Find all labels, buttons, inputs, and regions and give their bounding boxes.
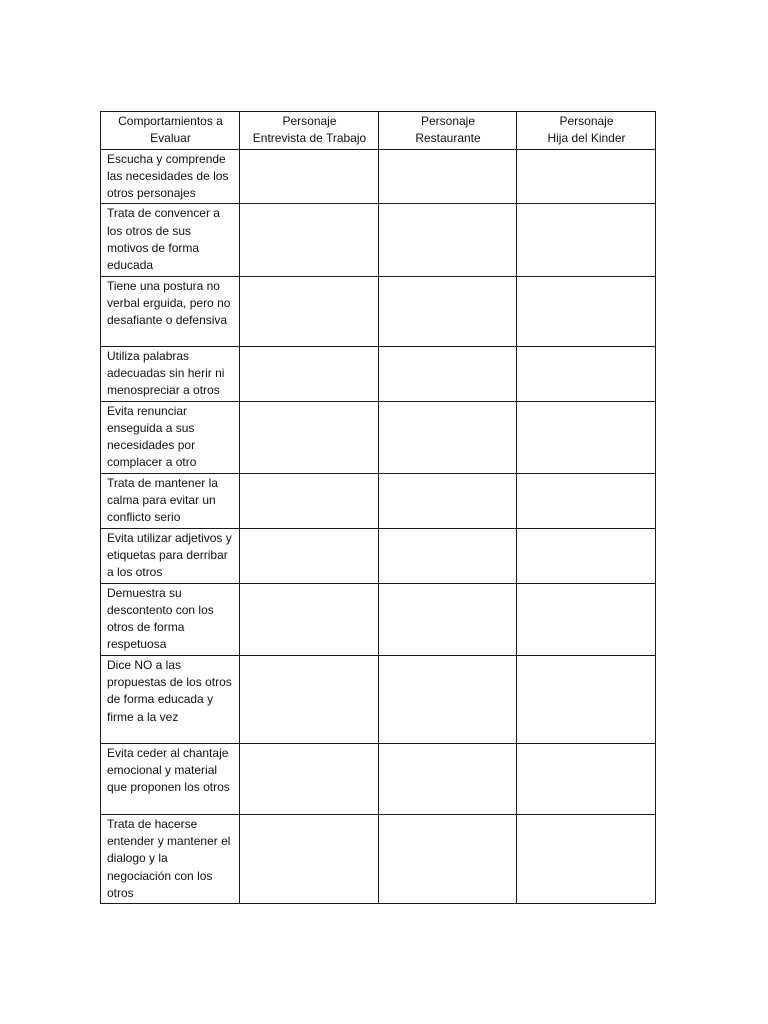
behavior-cell: Utiliza palabras adecuadas sin herir ni menospreciar a otros	[101, 346, 240, 401]
table-row	[101, 655, 656, 743]
rating-cell-job-interview[interactable]	[240, 346, 379, 401]
rating-cell-restaurant[interactable]	[379, 276, 517, 346]
header-character-job-interview	[240, 112, 379, 150]
rating-cell-kinder[interactable]	[517, 814, 656, 903]
rating-cell-restaurant[interactable]	[379, 583, 517, 655]
rating-cell-restaurant[interactable]	[379, 149, 517, 204]
header-behaviors	[101, 112, 240, 150]
rating-cell-restaurant[interactable]	[379, 346, 517, 401]
rating-cell-job-interview[interactable]	[240, 814, 379, 903]
table-row	[101, 583, 656, 655]
table-row	[101, 149, 656, 204]
table-row	[101, 401, 656, 473]
rating-cell-kinder[interactable]	[517, 583, 656, 655]
rating-cell-job-interview[interactable]	[240, 276, 379, 346]
evaluation-table	[100, 111, 656, 904]
rating-cell-kinder[interactable]	[517, 655, 656, 743]
behavior-cell: Evita utilizar adjetivos y etiquetas para derribar a los otros	[101, 528, 240, 583]
behavior-cell: Evita ceder al chantaje emocional y material que proponen los otros	[101, 743, 240, 814]
rating-cell-restaurant[interactable]	[379, 528, 517, 583]
header-behaviors-line1: Comportamientos a	[118, 114, 223, 128]
rating-cell-restaurant[interactable]	[379, 401, 517, 473]
rating-cell-restaurant[interactable]	[379, 473, 517, 528]
table-row	[101, 276, 656, 346]
rating-cell-kinder[interactable]	[517, 473, 656, 528]
rating-cell-kinder[interactable]	[517, 743, 656, 814]
table-row	[101, 473, 656, 528]
rating-cell-job-interview[interactable]	[240, 528, 379, 583]
rating-cell-kinder[interactable]	[517, 346, 656, 401]
rating-cell-restaurant[interactable]	[379, 655, 517, 743]
header-kinder-line2: Hija del Kinder	[547, 131, 626, 146]
rating-cell-kinder[interactable]	[517, 401, 656, 473]
behavior-cell: Demuestra su descontento con los otros de forma respetuosa	[101, 583, 240, 655]
header-character-kinder-daughter	[517, 112, 656, 150]
header-restaurant-line2: Restaurante	[415, 131, 481, 146]
header-job-interview-line1: Personaje	[282, 114, 337, 128]
rating-cell-job-interview[interactable]	[240, 655, 379, 743]
header-job-interview-line2: Entrevista de Trabajo	[252, 131, 367, 146]
table-row	[101, 528, 656, 583]
behavior-cell: Dice NO a las propuestas de los otros de forma educada y firme a la vez	[101, 655, 240, 743]
rating-cell-job-interview[interactable]	[240, 473, 379, 528]
rating-cell-restaurant[interactable]	[379, 204, 517, 276]
table-row	[101, 814, 656, 903]
rating-cell-kinder[interactable]	[517, 204, 656, 276]
header-character-restaurant	[379, 112, 517, 150]
behavior-cell: Trata de mantener la calma para evitar un conflicto serio	[101, 473, 240, 528]
behavior-cell: Trata de hacerse entender y mantener el dialogo y la negociación con los otros	[101, 814, 240, 903]
rating-cell-kinder[interactable]	[517, 528, 656, 583]
rating-cell-job-interview[interactable]	[240, 743, 379, 814]
header-behaviors-line2: Evaluar	[150, 131, 191, 146]
header-restaurant-line1: Personaje	[420, 114, 476, 128]
rating-cell-job-interview[interactable]	[240, 401, 379, 473]
rating-cell-kinder[interactable]	[517, 276, 656, 346]
behavior-cell: Evita renunciar enseguida a sus necesidades por complacer a otro	[101, 401, 240, 473]
rating-cell-restaurant[interactable]	[379, 814, 517, 903]
rating-cell-job-interview[interactable]	[240, 204, 379, 276]
rating-cell-job-interview[interactable]	[240, 149, 379, 204]
table-row	[101, 204, 656, 276]
table-header-row	[101, 112, 656, 150]
behavior-cell: Trata de convencer a los otros de sus motivos de forma educada	[101, 204, 240, 276]
table-row	[101, 743, 656, 814]
rating-cell-restaurant[interactable]	[379, 743, 517, 814]
table-row	[101, 346, 656, 401]
behavior-cell: Escucha y comprende las necesidades de los otros personajes	[101, 149, 240, 204]
behavior-cell: Tiene una postura no verbal erguida, pero no desafiante o defensiva	[101, 276, 240, 346]
rating-cell-kinder[interactable]	[517, 149, 656, 204]
rating-cell-job-interview[interactable]	[240, 583, 379, 655]
header-kinder-line1: Personaje	[559, 114, 614, 128]
